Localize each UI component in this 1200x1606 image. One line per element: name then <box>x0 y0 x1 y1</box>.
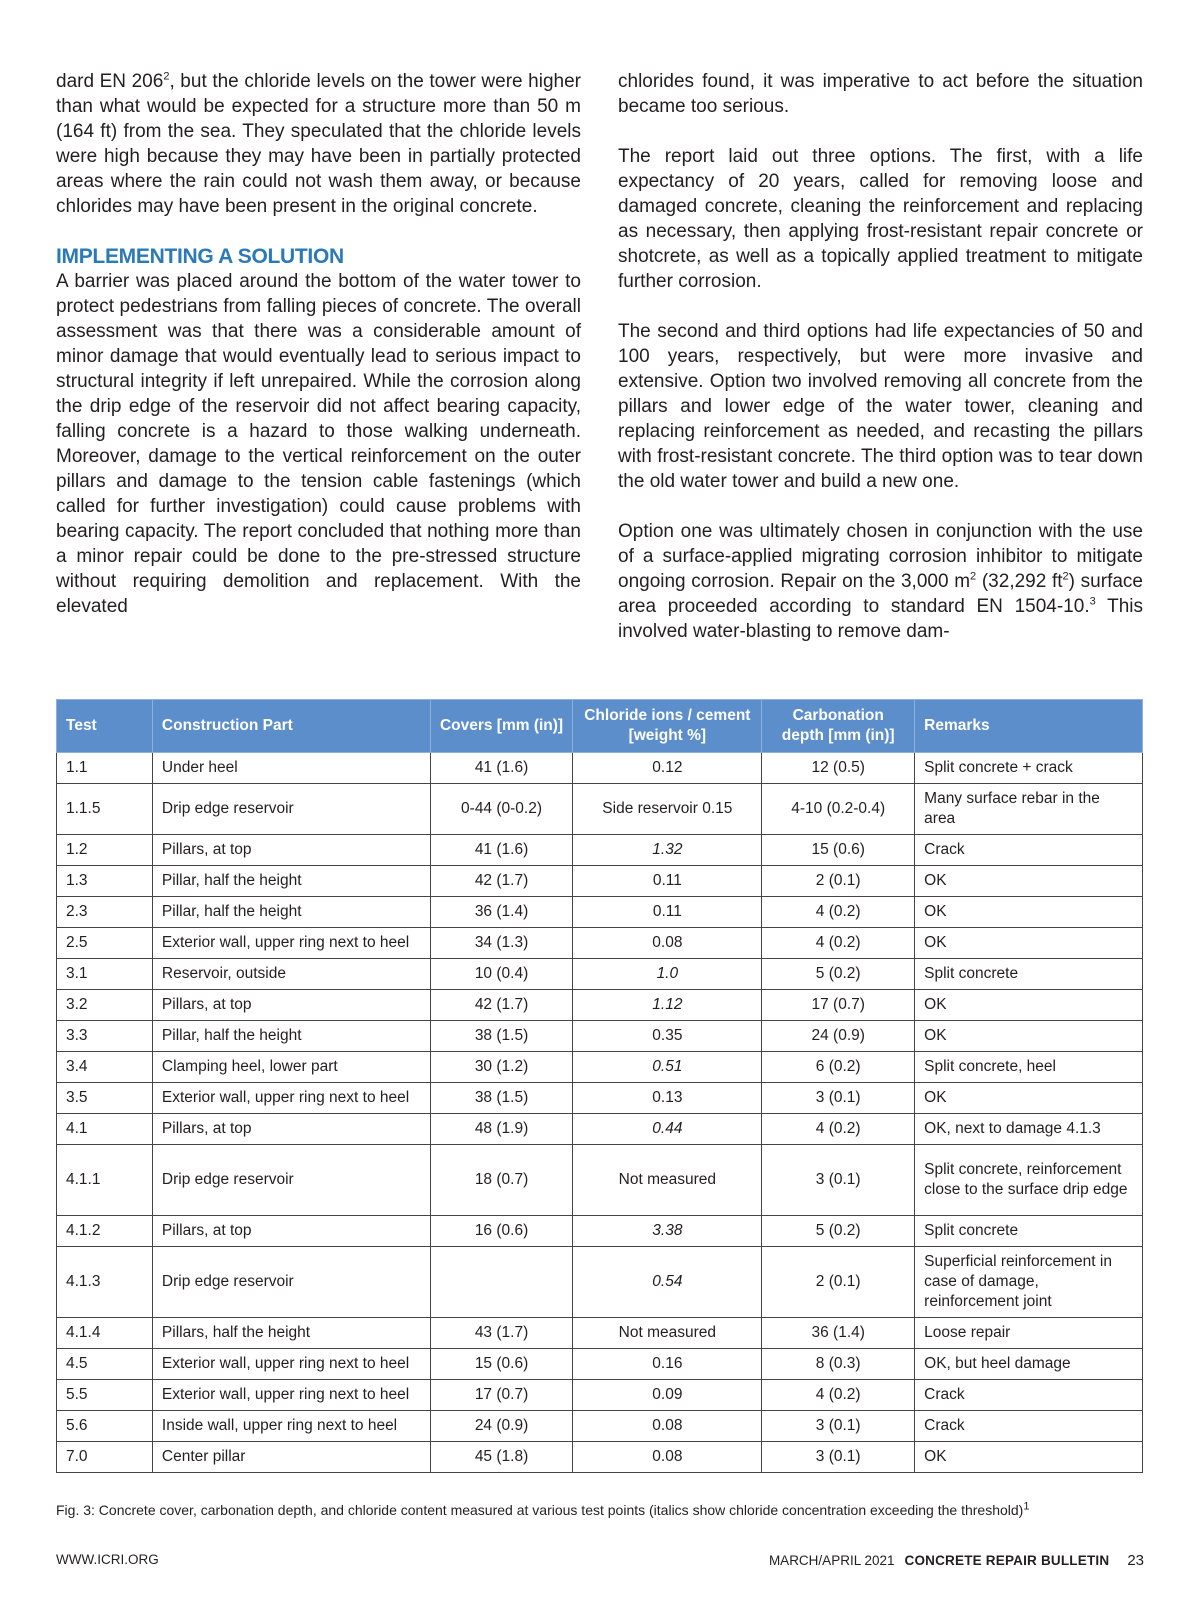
cell-test: 4.1 <box>57 1114 153 1145</box>
test-results-table <box>56 699 1143 1473</box>
cell-remarks: Split concrete <box>915 959 1143 990</box>
table-row <box>57 1349 1143 1380</box>
cell-test: 1.3 <box>57 866 153 897</box>
cell-construction-part: Pillars, at top <box>152 1114 430 1145</box>
cell-construction-part: Pillar, half the height <box>152 1021 430 1052</box>
cell-covers: 34 (1.3) <box>430 928 573 959</box>
cell-construction-part: Pillars, at top <box>152 1216 430 1247</box>
footer-right <box>769 1552 1144 1569</box>
right-paragraph-4: Option one was ultimately chosen in conjunction with the use of a surface-applied migrating corrosion inhibitor to mitigate ongoing corrosion. Repair on the 3,000 $m^2$ (32,292 $ft^2$) surface area proceeded according to standard EN 1504-10.$^3$ This involved water-blasting to remove dam- <box>618 521 1143 642</box>
right-paragraph-2: The report laid out three options. The first, with a life expectancy of 20 years, called for removing loose and damaged concrete, cleaning the reinforcement and replacing as necessary, then applying frost-resistant repair concrete or shotcrete, as well as a topically applied treatment to mitigate further corrosion. <box>618 146 1143 292</box>
cell-covers: 16 (0.6) <box>430 1216 573 1247</box>
cell-remarks: OK, but heel damage <box>915 1349 1143 1380</box>
figure-caption: Fig. 3: Concrete cover, carbonation depth, and chloride content measured at various test points (italics show chloride concentration exceeding the threshold)$^1$ <box>56 1500 1030 1518</box>
cell-construction-part: Drip edge reservoir <box>152 1247 430 1318</box>
cell-carbonation: 12 (0.5) <box>762 753 915 784</box>
cell-covers: 41 (1.6) <box>430 753 573 784</box>
cell-remarks: OK <box>915 866 1143 897</box>
cell-carbonation: 3 (0.1) <box>762 1145 915 1216</box>
table-row <box>57 753 1143 784</box>
cell-chloride: 0.44 <box>573 1114 762 1145</box>
cell-covers: 42 (1.7) <box>430 990 573 1021</box>
cell-carbonation: 4 (0.2) <box>762 1114 915 1145</box>
cell-remarks: Many surface rebar in the area <box>915 784 1143 835</box>
cell-test: 3.2 <box>57 990 153 1021</box>
cell-construction-part: Reservoir, outside <box>152 959 430 990</box>
cell-construction-part: Pillars, half the height <box>152 1318 430 1349</box>
cell-chloride: 0.54 <box>573 1247 762 1318</box>
table-row <box>57 1442 1143 1473</box>
cell-carbonation: 15 (0.6) <box>762 835 915 866</box>
table-row <box>57 1216 1143 1247</box>
cell-remarks: OK <box>915 1083 1143 1114</box>
cell-construction-part: Pillars, at top <box>152 835 430 866</box>
cell-carbonation: 3 (0.1) <box>762 1442 915 1473</box>
table-row <box>57 959 1143 990</box>
cell-construction-part: Clamping heel, lower part <box>152 1052 430 1083</box>
cell-covers: 10 (0.4) <box>430 959 573 990</box>
cell-carbonation: 8 (0.3) <box>762 1349 915 1380</box>
cell-covers: 0-44 (0-0.2) <box>430 784 573 835</box>
cell-construction-part: Inside wall, upper ring next to heel <box>152 1411 430 1442</box>
header-test: Test <box>57 700 153 753</box>
cell-chloride: 0.09 <box>573 1380 762 1411</box>
cell-test: 2.3 <box>57 897 153 928</box>
cell-chloride: Side reservoir 0.15 <box>573 784 762 835</box>
cell-test: 3.1 <box>57 959 153 990</box>
cell-test: 4.1.3 <box>57 1247 153 1318</box>
cell-remarks: Split concrete + crack <box>915 753 1143 784</box>
table-header-row <box>57 700 1143 753</box>
cell-construction-part: Exterior wall, upper ring next to heel <box>152 1380 430 1411</box>
cell-carbonation: 4 (0.2) <box>762 1380 915 1411</box>
cell-test: 4.1.4 <box>57 1318 153 1349</box>
cell-covers: 17 (0.7) <box>430 1380 573 1411</box>
cell-covers: 45 (1.8) <box>430 1442 573 1473</box>
table-row <box>57 1114 1143 1145</box>
table-row <box>57 1052 1143 1083</box>
cell-carbonation: 4 (0.2) <box>762 897 915 928</box>
cell-test: 1.1 <box>57 753 153 784</box>
cell-carbonation: 3 (0.1) <box>762 1411 915 1442</box>
cell-remarks: Split concrete, reinforcement close to the surface drip edge <box>915 1145 1143 1216</box>
cell-remarks: Crack <box>915 1411 1143 1442</box>
cell-test: 4.5 <box>57 1349 153 1380</box>
cell-carbonation: 4 (0.2) <box>762 928 915 959</box>
cell-chloride: 0.12 <box>573 753 762 784</box>
table-row <box>57 1247 1143 1318</box>
cell-construction-part: Exterior wall, upper ring next to heel <box>152 1083 430 1114</box>
cell-chloride: 0.08 <box>573 1442 762 1473</box>
cell-remarks: OK <box>915 897 1143 928</box>
cell-test: 4.1.2 <box>57 1216 153 1247</box>
cell-construction-part: Pillar, half the height <box>152 897 430 928</box>
cell-remarks: OK <box>915 1021 1143 1052</box>
table-row <box>57 784 1143 835</box>
cell-test: 1.2 <box>57 835 153 866</box>
cell-remarks: OK <box>915 928 1143 959</box>
cell-carbonation: 3 (0.1) <box>762 1083 915 1114</box>
table-row <box>57 1083 1143 1114</box>
table-body <box>57 753 1143 1473</box>
cell-chloride: 0.16 <box>573 1349 762 1380</box>
cell-carbonation: 5 (0.2) <box>762 959 915 990</box>
cell-chloride: 0.35 <box>573 1021 762 1052</box>
cell-construction-part: Exterior wall, upper ring next to heel <box>152 928 430 959</box>
cell-test: 3.3 <box>57 1021 153 1052</box>
cell-covers: 18 (0.7) <box>430 1145 573 1216</box>
cell-carbonation: 17 (0.7) <box>762 990 915 1021</box>
right-paragraph-3: The second and third options had life expectancies of 50 and 100 years, respectively, but were more invasive and extensive. Option two involved removing all concrete from the pillars and lower edge of the water tower, cleaning and replacing reinforcement as needed, and recasting the pillars with frost-resistant concrete. The third option was to tear down the old water tower and build a new one. <box>618 321 1143 492</box>
cell-chloride: 0.08 <box>573 928 762 959</box>
footer-publication: CONCRETE REPAIR BULLETIN <box>904 1553 1110 1568</box>
cell-carbonation: 24 (0.9) <box>762 1021 915 1052</box>
right-paragraph-1: chlorides found, it was imperative to act before the situation became too serious. <box>618 71 1143 117</box>
cell-remarks: OK <box>915 990 1143 1021</box>
cell-covers: 43 (1.7) <box>430 1318 573 1349</box>
cell-construction-part: Pillar, half the height <box>152 866 430 897</box>
cell-covers: 30 (1.2) <box>430 1052 573 1083</box>
cell-construction-part: Exterior wall, upper ring next to heel <box>152 1349 430 1380</box>
left-paragraph-1: dard EN $206^2$, but the chloride levels on the tower were higher than what would be expected for a structure more than 50 m (164 ft) from the sea. They speculated that the chloride levels were high because they may have been in partially protected areas where the rain could not wash them away, or because chlorides may have been present in the original concrete. <box>56 70 581 217</box>
cell-remarks: Crack <box>915 835 1143 866</box>
table-row <box>57 866 1143 897</box>
table-row <box>57 1145 1143 1216</box>
right-text-column <box>618 69 1143 644</box>
cell-test: 7.0 <box>57 1442 153 1473</box>
cell-test: 3.5 <box>57 1083 153 1114</box>
table-row <box>57 990 1143 1021</box>
table-row <box>57 1411 1143 1442</box>
table-row <box>57 1021 1143 1052</box>
cell-chloride: 0.11 <box>573 897 762 928</box>
page-number: 23 <box>1127 1552 1144 1569</box>
footer-website: WWW.ICRI.ORG <box>56 1552 159 1567</box>
cell-test: 3.4 <box>57 1052 153 1083</box>
header-remarks: Remarks <box>915 700 1143 753</box>
cell-test: 4.1.1 <box>57 1145 153 1216</box>
table-row <box>57 1318 1143 1349</box>
cell-remarks: OK <box>915 1442 1143 1473</box>
table-row <box>57 1380 1143 1411</box>
cell-covers: 36 (1.4) <box>430 897 573 928</box>
cell-remarks: Superficial reinforcement in case of damage, reinforcement joint <box>915 1247 1143 1318</box>
cell-construction-part: Under heel <box>152 753 430 784</box>
table-row <box>57 835 1143 866</box>
cell-chloride: 1.0 <box>573 959 762 990</box>
header-carbonation: Carbonation depth [mm (in)] <box>762 700 915 753</box>
left-text-column <box>56 69 581 619</box>
cell-chloride: 1.12 <box>573 990 762 1021</box>
cell-test: 5.6 <box>57 1411 153 1442</box>
footer-issue: MARCH/APRIL 2021 <box>768 1553 895 1568</box>
cell-remarks: Loose repair <box>915 1318 1143 1349</box>
cell-remarks: Split concrete <box>915 1216 1143 1247</box>
cell-covers: 42 (1.7) <box>430 866 573 897</box>
cell-chloride: 1.32 <box>573 835 762 866</box>
cell-carbonation: 6 (0.2) <box>762 1052 915 1083</box>
header-chloride: Chloride ions / cement [weight %] <box>573 700 762 753</box>
cell-remarks: Crack <box>915 1380 1143 1411</box>
table-row <box>57 897 1143 928</box>
section-heading: IMPLEMENTING A SOLUTION <box>56 245 344 268</box>
cell-chloride: 0.13 <box>573 1083 762 1114</box>
table-row <box>57 928 1143 959</box>
cell-covers: 38 (1.5) <box>430 1021 573 1052</box>
cell-carbonation: 2 (0.1) <box>762 1247 915 1318</box>
header-construction-part: Construction Part <box>152 700 430 753</box>
cell-carbonation: 4-10 (0.2-0.4) <box>762 784 915 835</box>
cell-remarks: OK, next to damage 4.1.3 <box>915 1114 1143 1145</box>
cell-covers: 38 (1.5) <box>430 1083 573 1114</box>
cell-test: 5.5 <box>57 1380 153 1411</box>
cell-chloride: Not measured <box>573 1145 762 1216</box>
cell-chloride: 0.51 <box>573 1052 762 1083</box>
header-covers: Covers [mm (in)] <box>430 700 573 753</box>
cell-chloride: 3.38 <box>573 1216 762 1247</box>
cell-carbonation: 36 (1.4) <box>762 1318 915 1349</box>
cell-covers: 41 (1.6) <box>430 835 573 866</box>
cell-construction-part: Drip edge reservoir <box>152 1145 430 1216</box>
cell-chloride: 0.11 <box>573 866 762 897</box>
cell-covers: 48 (1.9) <box>430 1114 573 1145</box>
cell-covers: 24 (0.9) <box>430 1411 573 1442</box>
cell-construction-part: Drip edge reservoir <box>152 784 430 835</box>
cell-chloride: Not measured <box>573 1318 762 1349</box>
cell-test: 2.5 <box>57 928 153 959</box>
cell-remarks: Split concrete, heel <box>915 1052 1143 1083</box>
cell-test: 1.1.5 <box>57 784 153 835</box>
cell-chloride: 0.08 <box>573 1411 762 1442</box>
cell-carbonation: 5 (0.2) <box>762 1216 915 1247</box>
left-paragraph-2: A barrier was placed around the bottom of the water tower to protect pedestrians from falling pieces of concrete. The overall assessment was that there was a considerable amount of minor damage that would eventually lead to serious impact to structural integrity if left unrepaired. While the corrosion along the drip edge of the reservoir did not affect bearing capacity, falling concrete is a hazard to those walking underneath. Moreover, damage to the vertical reinforcement on the outer pillars and damage to the tension cable fastenings (which called for further investigation) could cause problems with bearing capacity. The report concluded that nothing more than a minor repair could be done to the pre-stressed structure without requiring demolition and replacement. With the elevated <box>56 271 581 617</box>
cell-construction-part: Center pillar <box>152 1442 430 1473</box>
cell-covers <box>430 1247 573 1318</box>
cell-covers: 15 (0.6) <box>430 1349 573 1380</box>
cell-construction-part: Pillars, at top <box>152 990 430 1021</box>
cell-carbonation: 2 (0.1) <box>762 866 915 897</box>
